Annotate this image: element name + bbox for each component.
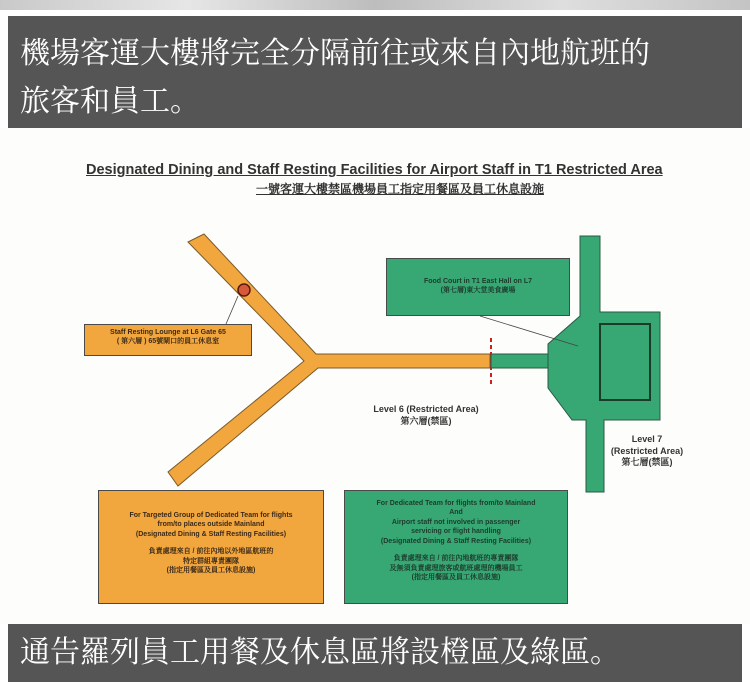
- caption-banner-top: [8, 16, 742, 128]
- terminal-map-diagram: [0, 128, 750, 624]
- orange-zone-zh-2: 特定群組專責團隊: [183, 557, 239, 565]
- staff-lounge-label-zh: ( 第六層 ) 65號閘口的員工休息室: [116, 338, 220, 346]
- green-zone-zh-3: (指定用餐區及員工休息設施): [411, 574, 501, 582]
- staff-lounge-marker: [238, 284, 250, 296]
- green-zone-en-3: Airport staff not involved in passenger: [391, 518, 521, 526]
- green-zone-en-5: (Designated Dining & Staff Resting Facilities): [380, 537, 532, 545]
- green-zone-en-2: And: [449, 509, 463, 517]
- green-zone-zh-2: 及無須負責處理旅客或航班處理的機場員工: [389, 564, 523, 572]
- level-7-label-zh: 第七層(禁區): [621, 457, 673, 468]
- orange-zone-en-3: (Designated Dining & Staff Resting Facilities): [135, 530, 287, 538]
- green-zone-corridor: [491, 354, 556, 368]
- green-zone-zh-1: 負責處理來自 / 前往內地航班的專責團隊: [393, 555, 519, 563]
- green-zone-legend: [344, 490, 568, 604]
- caption-bottom-text: 通告羅列員工用餐及休息區將設橙區及綠區。: [20, 635, 620, 670]
- food-court-label: [386, 258, 570, 316]
- caption-line-1: 機場客運大樓將完全分隔前往或來自內地航班的: [20, 36, 650, 71]
- orange-zone-zh-1: 負責處理來自 / 前往內地以外地區航班的: [148, 548, 274, 556]
- level-6-label-zh: 第六層(禁區): [400, 415, 452, 426]
- orange-zone-legend: [98, 490, 324, 604]
- caption-line-2: 旅客和員工。: [20, 84, 200, 119]
- orange-zone-en-2: from/to places outside Mainland: [157, 521, 265, 529]
- orange-zone-en-1: For Targeted Group of Dedicated Team for flights: [129, 512, 293, 519]
- staff-lounge-label-en: Staff Resting Lounge at L6 Gate 65: [110, 329, 226, 336]
- photo-edge-strip: [0, 0, 750, 10]
- diagram-title-en: Designated Dining and Staff Resting Facilities for Airport Staff in T1 Restricted Area: [86, 162, 663, 178]
- lounge-pointer-line: [226, 296, 238, 324]
- green-zone-en-1: For Dedicated Team for flights from/to Mainland: [376, 500, 536, 507]
- diagram-title-zh: 一號客運大樓禁區機場員工指定用餐區及員工休息設施: [255, 182, 544, 196]
- level-6-label: [366, 404, 486, 427]
- food-court-label-zh: (第七層)東大堂美食廣場: [440, 287, 516, 295]
- staff-lounge-label: [84, 324, 252, 356]
- level-7-label-en-sub: (Restricted Area): [610, 445, 684, 456]
- level-7-label-en: Level 7: [631, 434, 663, 444]
- caption-banner-bottom: [8, 624, 742, 682]
- level-6-label-en: Level 6 (Restricted Area): [373, 404, 479, 414]
- level-7-label: [604, 434, 690, 469]
- food-court-label-en: Food Court in T1 East Hall on L7: [423, 278, 533, 285]
- green-zone-en-4: servicing or flight handling: [411, 528, 501, 536]
- orange-zone-zh-3: (指定用餐區及員工休息設施): [166, 567, 256, 575]
